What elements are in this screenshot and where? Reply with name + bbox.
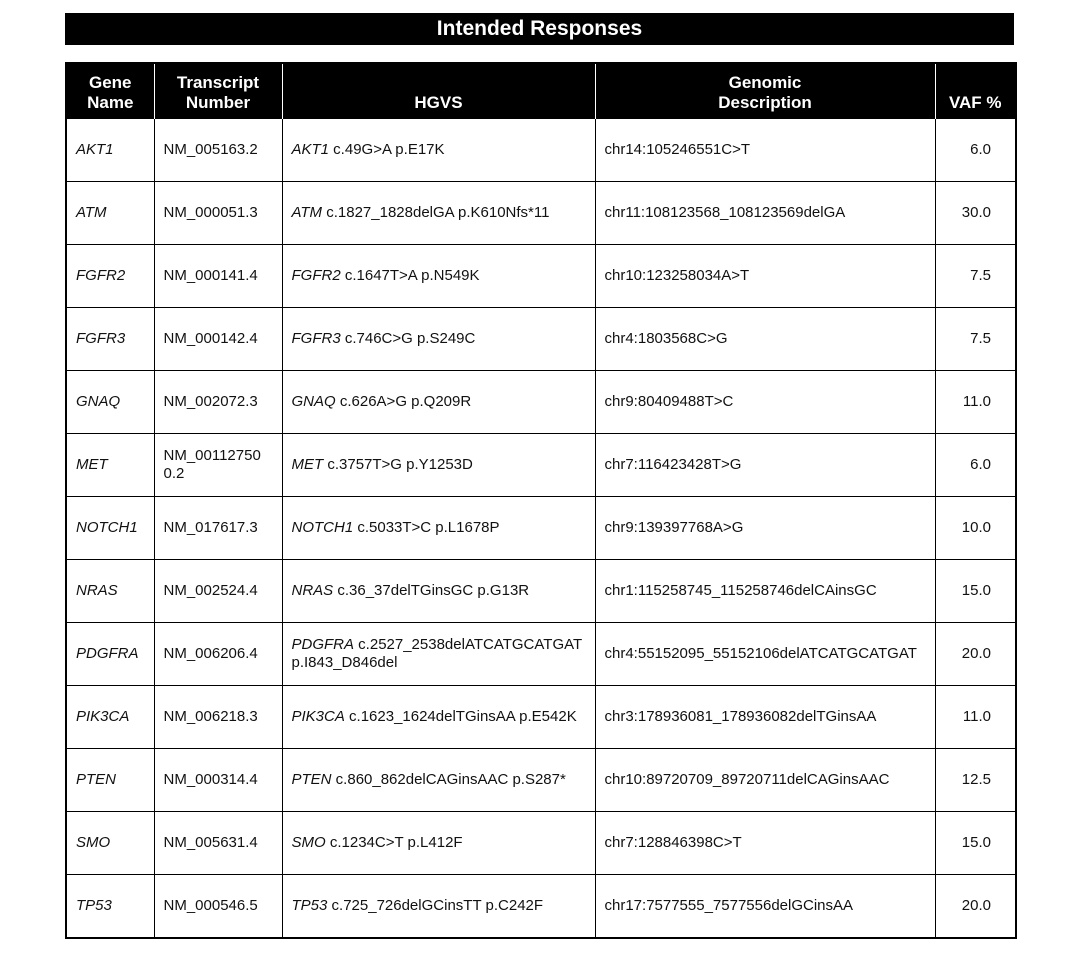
- vaf-cell: 11.0: [935, 686, 1016, 749]
- hgvs-gene: PDGFRA: [291, 636, 355, 653]
- gene-name-cell: FGFR2: [66, 245, 154, 308]
- transcript-number-cell: NM_000546.5: [154, 875, 282, 939]
- hgvs-notation: c.1647T>A p.N549K: [340, 267, 480, 284]
- table-row: [66, 434, 1016, 497]
- hgvs-gene: PTEN: [291, 771, 332, 788]
- hgvs-gene: AKT1: [291, 141, 330, 158]
- vaf-cell: 15.0: [935, 560, 1016, 623]
- hgvs-notation: c.2527_2538delATCATGCATGAT p.I843_D846del: [291, 636, 582, 671]
- genomic-description-cell: chr11:108123568_108123569delGA: [595, 182, 935, 245]
- responses-table: [65, 62, 1017, 939]
- hgvs-notation: c.36_37delTGinsGC p.G13R: [333, 582, 530, 599]
- gene-name-cell: TP53: [66, 875, 154, 939]
- table-row: [66, 371, 1016, 434]
- hgvs-notation: c.5033T>C p.L1678P: [353, 519, 500, 536]
- table-row: [66, 623, 1016, 686]
- vaf-cell: 15.0: [935, 812, 1016, 875]
- transcript-number-cell: NM_002072.3: [154, 371, 282, 434]
- table-row: [66, 308, 1016, 371]
- hgvs-gene: FGFR3: [291, 330, 341, 347]
- hgvs-cell: [282, 308, 595, 371]
- gene-name-cell: FGFR3: [66, 308, 154, 371]
- hgvs-gene: GNAQ: [291, 393, 336, 410]
- table-row: [66, 119, 1016, 182]
- hgvs-notation: c.626A>G p.Q209R: [335, 393, 472, 410]
- table-row: [66, 497, 1016, 560]
- transcript-number-cell: NM_000142.4: [154, 308, 282, 371]
- gene-name-cell: AKT1: [66, 119, 154, 182]
- genomic-description-cell: chr9:80409488T>C: [595, 371, 935, 434]
- hgvs-cell: [282, 812, 595, 875]
- transcript-number-cell: NM_000141.4: [154, 245, 282, 308]
- gene-name-cell: SMO: [66, 812, 154, 875]
- gene-name-cell: PIK3CA: [66, 686, 154, 749]
- gene-name-cell: NOTCH1: [66, 497, 154, 560]
- transcript-number-cell: NM_005631.4: [154, 812, 282, 875]
- hgvs-gene: TP53: [291, 897, 328, 914]
- table-row: [66, 245, 1016, 308]
- transcript-number-cell: NM_001127500.2: [154, 434, 282, 497]
- gene-name-cell: MET: [66, 434, 154, 497]
- table-row: [66, 749, 1016, 812]
- table-body: [66, 119, 1016, 939]
- vaf-cell: 10.0: [935, 497, 1016, 560]
- gene-name-cell: PDGFRA: [66, 623, 154, 686]
- hgvs-cell: [282, 434, 595, 497]
- gene-name-cell: NRAS: [66, 560, 154, 623]
- header-hgvs: HGVS: [282, 63, 595, 119]
- hgvs-cell: [282, 371, 595, 434]
- table-title: Intended Responses: [65, 13, 1014, 45]
- header-transcript-number: Transcript Number: [154, 63, 282, 119]
- hgvs-notation: c.3757T>G p.Y1253D: [323, 456, 473, 473]
- hgvs-cell: [282, 623, 595, 686]
- gene-name-cell: ATM: [66, 182, 154, 245]
- hgvs-cell: [282, 497, 595, 560]
- hgvs-notation: c.746C>G p.S249C: [340, 330, 476, 347]
- vaf-cell: 30.0: [935, 182, 1016, 245]
- responses-table-container: [65, 62, 1015, 939]
- genomic-description-cell: chr4:55152095_55152106delATCATGCATGAT: [595, 623, 935, 686]
- hgvs-notation: c.1827_1828delGA p.K610Nfs*11: [322, 204, 550, 221]
- transcript-number-cell: NM_006218.3: [154, 686, 282, 749]
- vaf-cell: 7.5: [935, 245, 1016, 308]
- genomic-description-cell: chr9:139397768A>G: [595, 497, 935, 560]
- transcript-number-cell: NM_000314.4: [154, 749, 282, 812]
- genomic-description-cell: chr4:1803568C>G: [595, 308, 935, 371]
- hgvs-cell: [282, 560, 595, 623]
- vaf-cell: 12.5: [935, 749, 1016, 812]
- vaf-cell: 11.0: [935, 371, 1016, 434]
- genomic-description-cell: chr3:178936081_178936082delTGinsAA: [595, 686, 935, 749]
- hgvs-cell: [282, 875, 595, 939]
- hgvs-cell: [282, 245, 595, 308]
- transcript-number-cell: NM_006206.4: [154, 623, 282, 686]
- vaf-cell: 6.0: [935, 119, 1016, 182]
- gene-name-cell: GNAQ: [66, 371, 154, 434]
- hgvs-gene: ATM: [291, 204, 323, 221]
- hgvs-cell: [282, 749, 595, 812]
- genomic-description-cell: chr10:89720709_89720711delCAGinsAAC: [595, 749, 935, 812]
- genomic-description-cell: chr7:116423428T>G: [595, 434, 935, 497]
- table-row: [66, 686, 1016, 749]
- hgvs-cell: [282, 686, 595, 749]
- vaf-cell: 20.0: [935, 875, 1016, 939]
- table-row: [66, 182, 1016, 245]
- hgvs-notation: c.49G>A p.E17K: [329, 141, 445, 158]
- genomic-description-cell: chr17:7577555_7577556delGCinsAA: [595, 875, 935, 939]
- hgvs-gene: PIK3CA: [291, 708, 345, 725]
- hgvs-cell: [282, 182, 595, 245]
- hgvs-gene: FGFR2: [291, 267, 341, 284]
- hgvs-gene: MET: [291, 456, 324, 473]
- vaf-cell: 6.0: [935, 434, 1016, 497]
- hgvs-cell: [282, 119, 595, 182]
- hgvs-notation: c.1623_1624delTGinsAA p.E542K: [344, 708, 577, 725]
- hgvs-gene: NOTCH1: [291, 519, 354, 536]
- hgvs-notation: c.1234C>T p.L412F: [325, 834, 463, 851]
- genomic-description-cell: chr7:128846398C>T: [595, 812, 935, 875]
- header-row: [66, 63, 1016, 119]
- hgvs-notation: c.860_862delCAGinsAAC p.S287*: [331, 771, 566, 788]
- table-header: [66, 63, 1016, 119]
- table-row: [66, 875, 1016, 939]
- genomic-description-cell: chr1:115258745_115258746delCAinsGC: [595, 560, 935, 623]
- genomic-description-cell: chr14:105246551C>T: [595, 119, 935, 182]
- hgvs-notation: c.725_726delGCinsTT p.C242F: [327, 897, 544, 914]
- vaf-cell: 20.0: [935, 623, 1016, 686]
- transcript-number-cell: NM_005163.2: [154, 119, 282, 182]
- header-genomic-description: Genomic Description: [595, 63, 935, 119]
- transcript-number-cell: NM_002524.4: [154, 560, 282, 623]
- vaf-cell: 7.5: [935, 308, 1016, 371]
- header-vaf: VAF %: [935, 63, 1016, 119]
- table-row: [66, 560, 1016, 623]
- hgvs-gene: NRAS: [291, 582, 334, 599]
- transcript-number-cell: NM_000051.3: [154, 182, 282, 245]
- header-gene-name: Gene Name: [66, 63, 154, 119]
- transcript-number-cell: NM_017617.3: [154, 497, 282, 560]
- hgvs-gene: SMO: [291, 834, 326, 851]
- genomic-description-cell: chr10:123258034A>T: [595, 245, 935, 308]
- gene-name-cell: PTEN: [66, 749, 154, 812]
- table-row: [66, 812, 1016, 875]
